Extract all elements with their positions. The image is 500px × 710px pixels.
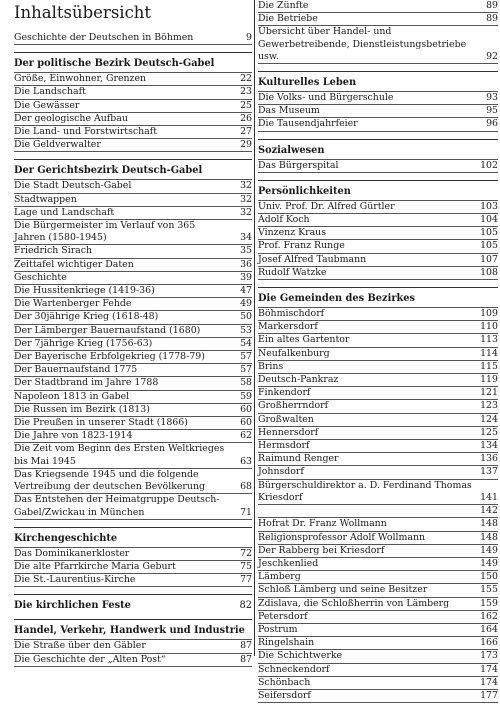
entry-title: Schneckendorf: [258, 663, 330, 675]
entry-title: Josef Alfred Taubmann: [258, 253, 367, 265]
entry-page-number: 71: [240, 506, 252, 518]
toc-entry: [258, 611, 498, 624]
entry-title: Schloß Lämberg und seine Besitzer: [258, 584, 428, 596]
entry-title: Adolf Koch: [258, 214, 310, 226]
toc-section: [14, 32, 252, 45]
entry-page-number: 107: [480, 253, 498, 265]
section-heading-text: Die kirchlichen Feste: [14, 600, 131, 612]
section-heading: Der politische Bezirk Deutsch-Gabel: [14, 58, 215, 70]
entry-title: Das Kriegsende 1945 und die folgende Vertreibung der deutschen Bevölkerung: [14, 468, 205, 493]
toc-entry: [14, 86, 252, 99]
entry-page-number: 60: [240, 403, 252, 415]
section-heading: Kirchengeschichte: [14, 532, 118, 544]
entry-list: [14, 639, 252, 666]
entry-title: Die Bürgermeister im Verlauf von 365 Jahren (1580-1945): [14, 220, 196, 244]
toc-entry: [14, 126, 252, 139]
toc-entry: [258, 308, 498, 321]
toc-entry: [258, 13, 498, 26]
toc-entry-continuation: [258, 505, 498, 518]
entry-title: Jeschkenlied: [258, 557, 319, 569]
entry-title: Postrum: [258, 623, 298, 635]
toc-entry: [258, 321, 498, 334]
entry-title: Prof. Franz Runge: [258, 240, 345, 252]
entry-page-number: 89: [486, 13, 498, 25]
entry-title: Größe, Einwohner, Grenzen: [14, 73, 147, 85]
entry-title: Der geologische Aufbau: [14, 112, 128, 124]
entry-title: Hofrat Dr. Franz Wollmann: [258, 518, 387, 530]
toc-entry: [258, 518, 498, 531]
entry-page-number: 54: [240, 337, 252, 349]
toc-entry: [14, 100, 252, 113]
right-column: [258, 0, 498, 710]
entry-title: Vinzenz Kraus: [258, 227, 327, 239]
entry-title: Johnsdorf: [258, 466, 304, 478]
toc-entry: [258, 571, 498, 584]
entry-page-number: 123: [480, 400, 498, 412]
toc-entry: [258, 440, 498, 453]
toc-entry: [14, 404, 252, 417]
entry-title: Das Entstehen der Heimatgruppe Deutsch-Gabel/Zwickau in München: [14, 494, 220, 518]
toc-section: [258, 139, 498, 173]
entry-page-number: 166: [480, 637, 498, 649]
entry-page-number: 32: [240, 206, 252, 218]
entry-title: Rudolf Watzke: [258, 266, 327, 278]
entry-title: Der Bayerische Erbfolgekrieg (1778-79): [14, 351, 205, 363]
entry-title: Neufalkenburg: [258, 347, 330, 359]
toc-section: [14, 594, 252, 612]
toc-entry: [258, 584, 498, 597]
entry-title: Das Museum: [258, 105, 320, 117]
toc-section: [14, 159, 252, 519]
toc-entry: [258, 558, 498, 571]
entry-title: Petersdorf: [258, 610, 308, 622]
entry-page-number: 174: [480, 663, 498, 675]
entry-title: Seifersdorf: [258, 689, 311, 701]
entry-page-number: 114: [480, 347, 498, 359]
toc-entry: [258, 637, 498, 650]
toc-entry: [14, 574, 252, 587]
entry-list: [14, 179, 252, 519]
toc-entry: [14, 561, 252, 574]
section-heading: Der Gerichtsbezirk Deutsch-Gabel: [14, 165, 203, 177]
entry-page-number: 58: [240, 377, 252, 389]
entry-title: Der Bauernaufstand 1775: [14, 364, 138, 376]
entry-page-number: 57: [240, 351, 252, 363]
toc-entry: [258, 0, 498, 13]
entry-page-number: 173: [480, 650, 498, 662]
entry-page-number: 109: [480, 308, 498, 320]
toc-entry: [258, 466, 498, 479]
entry-page-number: 25: [240, 99, 252, 111]
entry-title: Friedrich Sirach: [14, 245, 93, 257]
entry-title: Der Rabberg bei Kriesdorf: [258, 544, 385, 556]
entry-title: Die Hussitenkriege (1419-36): [14, 285, 155, 297]
entry-page-number: 149: [480, 557, 498, 569]
entry-title: Die Volks- und Bürgerschule: [258, 92, 394, 104]
toc-entry: [258, 267, 498, 280]
toc-entry: [258, 92, 498, 105]
toc-entry: [14, 351, 252, 364]
toc-entry: [258, 361, 498, 374]
entry-page-number: 68: [240, 481, 252, 493]
toc-entry: [258, 400, 498, 413]
toc-entry: [258, 118, 498, 131]
entry-title: Die Wartenberger Fehde: [14, 298, 132, 310]
entry-list: [14, 32, 252, 45]
entry-page-number: 92: [486, 50, 498, 62]
toc-entry: [258, 414, 498, 427]
entry-page-number: 23: [240, 86, 252, 98]
toc-section: [14, 619, 252, 666]
toc-entry: [258, 105, 498, 118]
entry-page-number: 53: [240, 324, 252, 336]
entry-title: Die Jahre von 1823-1914: [14, 430, 133, 442]
entry-page-number: 148: [480, 518, 498, 530]
entry-page-number: 105: [480, 227, 498, 239]
toc-entry: [14, 443, 252, 468]
toc-entry: [14, 285, 252, 298]
entry-title: Geschichte: [14, 271, 67, 283]
toc-section: [258, 0, 498, 64]
entry-title: Univ. Prof. Dr. Alfred Gürtler: [258, 200, 395, 212]
entry-title: Finkendorf: [258, 387, 311, 399]
toc-entry: [14, 180, 252, 193]
toc-entry: [14, 245, 252, 258]
entry-list: [258, 200, 498, 280]
toc-entry: [14, 377, 252, 390]
entry-title: Der Stadtbrand im Jahre 1788: [14, 377, 159, 389]
entry-title: Die Straße über den Gäbler: [14, 640, 146, 652]
toc-entry: [14, 194, 252, 207]
entry-page-number: 49: [240, 298, 252, 310]
entry-page-number: 22: [240, 73, 252, 85]
entry-page-number: 142: [480, 505, 498, 517]
entry-title: Die Gewässer: [14, 99, 80, 111]
entry-title: Schönbach: [258, 676, 311, 688]
section-heading: Die Gemeinden des Bezirkes: [258, 293, 416, 305]
section-heading: [14, 599, 252, 612]
toc-entry: [258, 650, 498, 663]
entry-page-number: 63: [240, 455, 252, 467]
entry-title: Die Landschaft: [14, 86, 86, 98]
toc-entry: [258, 480, 498, 505]
entry-title: Das Bürgerspital: [258, 159, 339, 171]
toc-entry: [14, 654, 252, 667]
section-heading: Persönlichkeiten: [258, 185, 351, 197]
entry-page-number: 93: [486, 92, 498, 104]
toc-entry: [14, 220, 252, 245]
entry-title: Die St.-Laurentius-Kirche: [14, 574, 136, 586]
page-title: Inhaltsübersicht: [14, 3, 152, 22]
entry-title: Der 7jährige Krieg (1756-63): [14, 337, 153, 349]
toc-entry: [14, 548, 252, 561]
entry-page-number: 39: [240, 271, 252, 283]
toc-entry: [14, 207, 252, 220]
entry-page-number: 155: [480, 584, 498, 596]
entry-title: Das Dominikanerkloster: [14, 547, 130, 559]
entry-title: Deutsch-Pankraz: [258, 374, 339, 386]
toc-entry: [258, 374, 498, 387]
entry-page-number: 77: [240, 574, 252, 586]
toc-entry: [14, 494, 252, 519]
entry-title: Bürgerschuldirektor a. D. Ferdinand Thomas Kriesdorf: [258, 479, 472, 503]
toc-entry: [258, 26, 498, 64]
entry-page-number: 137: [480, 466, 498, 478]
entry-page-number: 124: [480, 413, 498, 425]
entry-title: Großherrndorf: [258, 400, 329, 412]
entry-title: Raimund Renger: [258, 453, 339, 465]
entry-title: Lämberg: [258, 571, 301, 583]
toc-entry: [258, 664, 498, 677]
toc-entry: [14, 640, 252, 653]
entry-title: Die Geldverwalter: [14, 139, 101, 151]
entry-list: [258, 0, 498, 64]
entry-page-number: 159: [480, 597, 498, 609]
entry-page-number: 162: [480, 610, 498, 622]
entry-title: Zdislava, die Schloßherrin von Lämberg: [258, 597, 450, 609]
entry-title: Die Betriebe: [258, 13, 318, 25]
toc-entry: [258, 227, 498, 240]
column-divider: [254, 0, 255, 656]
toc-entry: [14, 311, 252, 324]
entry-title: Die Tausendjahrfeier: [258, 118, 358, 130]
toc-entry: [14, 469, 252, 494]
entry-page-number: 87: [240, 653, 252, 665]
toc-entry: [14, 139, 252, 152]
entry-list: [258, 307, 498, 703]
entry-title: Der Lämberger Bauernaufstand (1680): [14, 324, 201, 336]
toc-entry: [258, 624, 498, 637]
toc-section: [258, 71, 498, 132]
entry-title: Böhmischdorf: [258, 308, 325, 320]
entry-page-number: 150: [480, 571, 498, 583]
toc-entry: [14, 272, 252, 285]
entry-page-number: 96: [486, 118, 498, 130]
entry-title: Ein altes Gartentor: [258, 334, 350, 346]
toc-entry: [14, 391, 252, 404]
entry-page-number: 57: [240, 364, 252, 376]
entry-page-number: 105: [480, 240, 498, 252]
entry-list: [258, 159, 498, 173]
entry-page-number: 87: [240, 640, 252, 652]
toc-entry: [258, 427, 498, 440]
toc-entry: [258, 334, 498, 347]
entry-page-number: 60: [240, 417, 252, 429]
entry-page-number: 35: [240, 245, 252, 257]
entry-page-number: 110: [480, 321, 498, 333]
entry-title: Brins: [258, 360, 284, 372]
toc-section: [14, 52, 252, 152]
entry-page-number: 34: [240, 232, 252, 244]
left-sections: [14, 32, 252, 667]
toc-section: [258, 287, 498, 703]
entry-title: Hermsdorf: [258, 440, 310, 452]
entry-title: Zeittafel wichtiger Daten: [14, 258, 134, 270]
entry-page-number: 47: [240, 285, 252, 297]
entry-page-number: 134: [480, 440, 498, 452]
entry-page-number: 104: [480, 214, 498, 226]
entry-title: Stadtwappen: [14, 193, 77, 205]
toc-entry: [14, 73, 252, 86]
entry-list: [258, 91, 498, 132]
section-heading: Kulturelles Leben: [258, 77, 357, 89]
left-column: [14, 0, 252, 674]
entry-title: Markersdorf: [258, 321, 318, 333]
entry-page-number: 119: [480, 374, 498, 386]
entry-title: Die Russen im Bezirk (1813): [14, 403, 150, 415]
entry-title: Die alte Pfarrkirche Maria Geburt: [14, 560, 176, 572]
toc-entry: [14, 417, 252, 430]
section-page-number: 82: [239, 600, 252, 612]
entry-page-number: 36: [240, 258, 252, 270]
entry-page-number: 149: [480, 544, 498, 556]
entry-title: Die Zünfte: [258, 0, 309, 11]
entry-page-number: 50: [240, 311, 252, 323]
toc-section: [14, 527, 252, 588]
entry-page-number: 75: [240, 560, 252, 572]
entry-title: Die Zeit vom Beginn des Ersten Weltkrieges bis Mai 1945: [14, 443, 225, 467]
entry-page-number: 103: [480, 200, 498, 212]
toc-entry: [258, 201, 498, 214]
toc-entry: [258, 453, 498, 466]
toc-entry: [258, 254, 498, 267]
entry-title: Die Geschichte der „Alten Post“: [14, 653, 166, 665]
entry-page-number: 164: [480, 623, 498, 635]
entry-page-number: 125: [480, 426, 498, 438]
entry-page-number: 89: [486, 0, 498, 11]
section-heading: Sozialwesen: [258, 144, 325, 156]
entry-title: Lage und Landschaft: [14, 206, 115, 218]
entry-title: Hennersdorf: [258, 426, 319, 438]
toc-entry: [14, 430, 252, 443]
entry-title: Religionsprofessor Adolf Wollmann: [258, 531, 426, 543]
toc-entry: [14, 338, 252, 351]
entry-page-number: 174: [480, 676, 498, 688]
entry-title: Die Schichtwerke: [258, 650, 343, 662]
entry-page-number: 115: [480, 360, 498, 372]
entry-page-number: 32: [240, 193, 252, 205]
toc-entry: [14, 298, 252, 311]
toc-entry: [258, 240, 498, 253]
entry-page-number: 9: [246, 32, 252, 43]
toc-entry: [258, 545, 498, 558]
toc-entry: [258, 214, 498, 227]
entry-page-number: 113: [480, 334, 498, 346]
entry-title: Napoleon 1813 in Gabel: [14, 390, 130, 402]
toc-entry: [14, 113, 252, 126]
entry-page-number: 102: [480, 159, 498, 171]
entry-list: [14, 72, 252, 152]
entry-page-number: 27: [240, 126, 252, 138]
entry-page-number: 72: [240, 547, 252, 559]
entry-title: Großwalten: [258, 413, 314, 425]
entry-page-number: 136: [480, 453, 498, 465]
entry-page-number: 108: [480, 266, 498, 278]
entry-page-number: 29: [240, 139, 252, 151]
toc-section: [258, 180, 498, 280]
toc-entry: [258, 348, 498, 361]
toc-entry: [258, 387, 498, 400]
entry-page-number: 62: [240, 430, 252, 442]
entry-title: Die Land- und Forstwirtschaft: [14, 126, 157, 138]
toc-entry: [14, 32, 252, 45]
toc-entry: [258, 690, 498, 703]
toc-entry: [258, 160, 498, 173]
entry-page-number: 59: [240, 390, 252, 402]
toc-entry: [14, 259, 252, 272]
entry-page-number: 148: [480, 531, 498, 543]
entry-title: Geschichte der Deutschen in Böhmen: [14, 32, 194, 43]
entry-page-number: 121: [480, 387, 498, 399]
entry-page-number: 177: [480, 689, 498, 701]
entry-list: [14, 547, 252, 588]
section-heading: Handel, Verkehr, Handwerk und Industrie: [14, 625, 245, 637]
entry-title: Die Preußen in unserer Stadt (1866): [14, 417, 188, 429]
toc-entry: [258, 677, 498, 690]
toc-entry: [258, 532, 498, 545]
entry-title: Ringelshain: [258, 637, 315, 649]
entry-page-number: 32: [240, 180, 252, 192]
entry-page-number: 95: [486, 105, 498, 117]
toc-entry: [14, 325, 252, 338]
entry-title: Die Stadt Deutsch-Gabel: [14, 180, 132, 192]
right-sections: [258, 0, 498, 703]
entry-page-number: 141: [480, 491, 498, 503]
entry-title: Übersicht über Handel- und Gewerbetreibende, Dienstleistungsbetriebe usw.: [258, 26, 467, 62]
toc-entry: [258, 598, 498, 611]
toc-entry: [14, 364, 252, 377]
entry-page-number: 26: [240, 112, 252, 124]
entry-title: Der 30jährige Krieg (1618-48): [14, 311, 159, 323]
